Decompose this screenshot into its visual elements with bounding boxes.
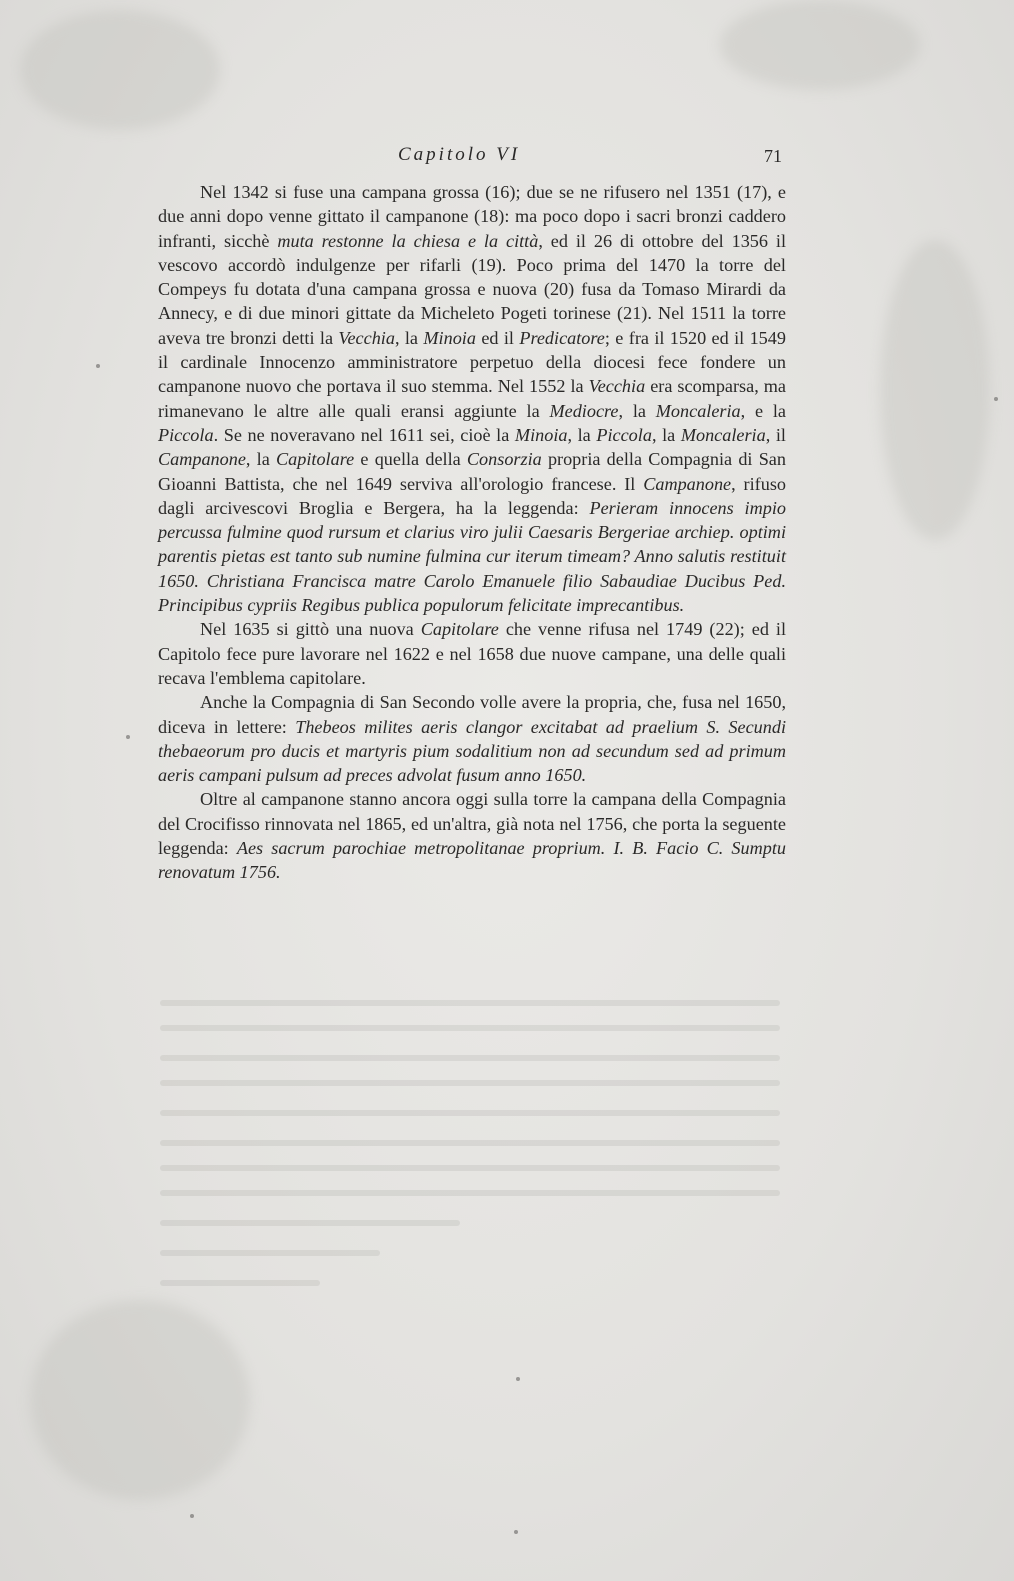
italic-text: Mediocre: [549, 400, 619, 421]
text-run: , la: [245, 449, 277, 470]
body-text: [158, 180, 786, 885]
italic-text: Piccola: [158, 424, 214, 445]
italic-text: Moncaleria: [680, 424, 766, 445]
text-run: , la: [394, 327, 424, 348]
text-run: Anche la Compagnia di San Secondo volle avere la propria, che, fusa nel 1650, diceva in lettere:: [158, 692, 786, 737]
text-run: Nel 1342 si fuse una campana grossa (16); due se ne rifusero nel 1351 (17), e due anni dopo venne gittato il campanone (18): ma poco dopo i sacri bronzi caddero infranti, sicchè: [158, 182, 786, 251]
italic-text: Campanone: [643, 473, 732, 494]
text-run: , la: [651, 424, 681, 445]
text-run: . Se ne noveravano nel 1611 sei, cioè la: [213, 424, 515, 445]
bleed-through-line: [160, 1025, 780, 1031]
text-run: propria della Compagnia di San Gioanni Battista, che nel 1649 serviva all'orologio francese. Il: [158, 449, 786, 494]
page-number: 71: [764, 146, 782, 166]
paper-stain: [20, 10, 220, 130]
text-run: ed il: [475, 327, 520, 348]
bleed-through-line: [160, 1190, 780, 1196]
bleed-through-line: [160, 1055, 780, 1061]
italic-text: Minoia: [423, 327, 476, 348]
bleed-through-line: [160, 1280, 320, 1286]
italic-text: Perieram innocens impio percussa fulmine quod rursum et clarius viro julii Caesaris Bergeriae archiep. optimi parentis pietas est tanto sub numine fulmina cur iterum timeam? Anno salutis restituit 1650. Christiana Francisca matre Carolo Emanuele filio Sabaudiae Ducibus Ped. Principibus cypriis Regibus publica populorum felicitate imprecantibus.: [158, 497, 786, 616]
bleed-through-line: [160, 1165, 780, 1171]
paragraph: [158, 180, 786, 617]
bleed-through-line: [160, 1110, 780, 1116]
italic-text: Moncaleria: [655, 400, 741, 421]
italic-text: Aes sacrum parochiae metropolitanae proprium. I. B. Facio C. Sumptu renovatum 1756.: [158, 838, 786, 883]
italic-text: Thebeos milites aeris clangor excitabat ad praelium S. Secundi thebaeorum pro ducis et martyris pium sodalitium non ad secundum sed ad primum aeris campani pulsum ad preces advolat fusum anno 1650.: [158, 716, 786, 786]
italic-text: Minoia: [514, 424, 568, 445]
paragraph: [158, 617, 786, 690]
text-run: era scomparsa, ma rimanevano le altre alle quali eransi aggiunte la: [158, 376, 786, 421]
paper-speck: [994, 397, 998, 401]
italic-text: Capitolare: [420, 619, 499, 640]
running-head: [158, 140, 786, 170]
italic-text: Capitolare: [276, 449, 355, 470]
italic-text: Vecchia: [338, 327, 395, 348]
italic-text: Vecchia: [588, 376, 646, 397]
paper-stain: [30, 1300, 250, 1500]
text-run: ; e fra il 1520 ed il 1549 il cardinale Innocenzo amministratore perpetuo della diocesi fece fondere un campanone nuovo che portava il suo stemma. Nel 1552 la: [158, 327, 786, 397]
italic-text: Piccola: [596, 424, 652, 445]
paper-stain: [720, 0, 920, 90]
text-run: che venne rifusa nel 1749 (22); ed il Capitolo fece pure lavorare nel 1622 e nel 1658 due nuove campane, una delle quali recava l'emblema capitolare.: [158, 619, 787, 688]
paragraph: [158, 690, 786, 787]
paper-speck: [96, 364, 100, 368]
paper-speck: [190, 1514, 194, 1518]
bleed-through-line: [160, 1000, 780, 1006]
bleed-through-line: [160, 1250, 380, 1256]
text-run: , il: [765, 424, 786, 445]
text-run: , la: [618, 400, 656, 421]
italic-text: Consorzia: [466, 449, 542, 470]
paper-speck: [516, 1377, 520, 1381]
chapter-title: Capitolo VI: [398, 144, 521, 165]
text-run: , e la: [740, 400, 786, 421]
paper-speck: [514, 1530, 518, 1534]
text-run: Nel 1635 si gittò una nuova: [200, 619, 421, 640]
text-run: e quella della: [354, 449, 467, 470]
italic-text: muta restonne la chiesa e la città: [277, 230, 539, 251]
bleed-through-line: [160, 1220, 460, 1226]
italic-text: Predicatore: [519, 327, 605, 348]
paper-stain: [880, 240, 990, 540]
bleed-through-line: [160, 1080, 780, 1086]
text-run: , la: [567, 424, 597, 445]
paragraph: [158, 787, 786, 884]
text-run: , ed il 26 di ottobre del 1356 il vescovo accordò indulgenze per rifarli (19). Poco prima del 1470 la torre del Compeys fu dotata d'una campana grossa e nuova (20) fusa da Tomaso Mirardi da Annecy, e di due minori gittate da Micheleto Pogeti torinese (21). Nel 1511 la torre aveva tre bronzi detti la: [158, 230, 786, 348]
italic-text: Campanone: [158, 449, 246, 470]
paper-speck: [126, 735, 130, 739]
text-run: , rifuso dagli arcivescovi Broglia e Bergera, ha la leggenda:: [158, 473, 786, 518]
text-run: Oltre al campanone stanno ancora oggi sulla torre la campana della Compagnia del Crocifisso rinnovata nel 1865, ed un'altra, già nota nel 1756, che porta la seguente leggenda:: [158, 789, 786, 859]
bleed-through-line: [160, 1140, 780, 1146]
